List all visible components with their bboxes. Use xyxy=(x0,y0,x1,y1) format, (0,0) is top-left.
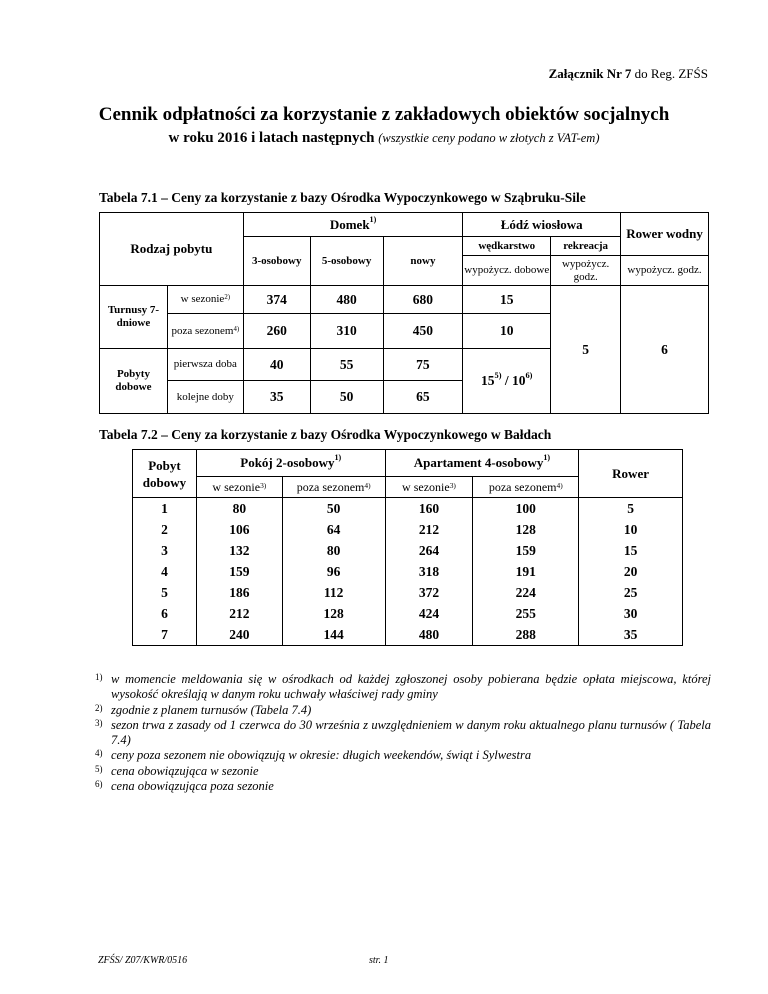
cell: 15 xyxy=(463,286,551,314)
day-number: 2 xyxy=(133,519,197,540)
wedkarstwo-daily-price: 15$^{5)}$ / 10$^{6)}$ xyxy=(463,349,551,414)
header-w-sezonie: w sezonie$^{3)}$ xyxy=(196,477,282,498)
cell: 260 xyxy=(243,314,310,349)
footnote: 1) w momencie meldowania się w ośrodkach od każdej zgłoszonej osoby pobierana będzie opłata miejscowa, której wysokość określają w danym roku uchwały właściwej rady gminy xyxy=(95,672,711,702)
table2-caption: Tabela 7.2 – Ceny za korzystanie z bazy Ośrodka Wypoczynkowego w Bałdach xyxy=(99,427,552,442)
page-number: str. 1 xyxy=(369,955,389,966)
price-cell: 15 xyxy=(579,540,683,561)
price-cell: 224 xyxy=(473,582,579,603)
header-pokoj: Pokój 2-osobowy$^{1)}$ xyxy=(196,450,385,477)
unit-godz-rower: wypożycz. godz. xyxy=(621,256,709,286)
footnote: 6) cena obowiązująca poza sezonie xyxy=(95,779,274,794)
header-wedkarstwo: wędkarstwo xyxy=(463,237,551,256)
header-rodzaj-pobytu: Rodzaj pobytu xyxy=(100,213,244,286)
cell: 65 xyxy=(383,381,463,414)
header-w-sezonie: w sezonie$^{3)}$ xyxy=(385,477,473,498)
cell: 374 xyxy=(243,286,310,314)
unit-godz: wypożycz. godz. xyxy=(551,256,621,286)
price-cell: 112 xyxy=(282,582,385,603)
price-cell: 186 xyxy=(196,582,282,603)
cell: 75 xyxy=(383,349,463,381)
price-cell: 160 xyxy=(385,498,473,520)
price-cell: 255 xyxy=(473,603,579,624)
price-cell: 80 xyxy=(196,498,282,520)
price-cell: 128 xyxy=(473,519,579,540)
day-number: 1 xyxy=(133,498,197,520)
header-pobyt-dobowy: Pobyt dobowy xyxy=(133,450,197,498)
price-cell: 96 xyxy=(282,561,385,582)
footnote: 4) ceny poza sezonem nie obowiązują w okresie: długich weekendów, świąt i Sylwestra xyxy=(95,748,532,763)
label-w-sezonie: w sezonie$^{2)}$ xyxy=(167,286,243,314)
header-rower-wodny: Rower wodny xyxy=(621,213,709,256)
day-number: 7 xyxy=(133,624,197,646)
price-cell: 5 xyxy=(579,498,683,520)
table-row xyxy=(133,582,683,603)
cell: 480 xyxy=(310,286,383,314)
price-cell: 240 xyxy=(196,624,282,646)
price-cell: 144 xyxy=(282,624,385,646)
footnotes xyxy=(95,672,711,794)
price-cell: 372 xyxy=(385,582,473,603)
cell: 10 xyxy=(463,314,551,349)
label-kolejne-doby: kolejne doby xyxy=(167,381,243,414)
header-rekreacja: rekreacja xyxy=(551,237,621,256)
cell: 40 xyxy=(243,349,310,381)
day-number: 5 xyxy=(133,582,197,603)
cell: 50 xyxy=(310,381,383,414)
table1-caption: Tabela 7.1 – Ceny za korzystanie z bazy Ośrodka Wypoczynkowego w Sząbruku-Sile xyxy=(99,190,586,205)
table-row xyxy=(133,624,683,646)
table-row xyxy=(133,561,683,582)
price-cell: 30 xyxy=(579,603,683,624)
header-5os: 5-osobowy xyxy=(310,237,383,286)
price-cell: 191 xyxy=(473,561,579,582)
rower-wodny-price: 6 xyxy=(621,286,709,414)
table-row xyxy=(133,519,683,540)
cell: 55 xyxy=(310,349,383,381)
price-cell: 424 xyxy=(385,603,473,624)
price-cell: 288 xyxy=(473,624,579,646)
day-number: 4 xyxy=(133,561,197,582)
table-row xyxy=(133,540,683,561)
price-cell: 132 xyxy=(196,540,282,561)
rekreacja-price: 5 xyxy=(551,286,621,414)
cell: 450 xyxy=(383,314,463,349)
day-number: 3 xyxy=(133,540,197,561)
cell: 680 xyxy=(383,286,463,314)
header-rower: Rower xyxy=(579,450,683,498)
price-cell: 212 xyxy=(385,519,473,540)
table1 xyxy=(99,212,709,414)
header-domek: Domek$^{1)}$ xyxy=(243,213,463,237)
page-subtitle: w roku 2016 i latach następnych (wszystkie ceny podano w złotych z VAT-em) xyxy=(168,130,600,146)
price-cell: 128 xyxy=(282,603,385,624)
table-row xyxy=(133,603,683,624)
header-3os: 3-osobowy xyxy=(243,237,310,286)
page-title: Cennik odpłatności za korzystanie z zakładowych obiektów socjalnych xyxy=(98,104,670,125)
price-cell: 106 xyxy=(196,519,282,540)
price-cell: 20 xyxy=(579,561,683,582)
price-cell: 264 xyxy=(385,540,473,561)
price-cell: 159 xyxy=(473,540,579,561)
header-poza-sezonem: poza sezonem$^{4)}$ xyxy=(473,477,579,498)
price-cell: 212 xyxy=(196,603,282,624)
price-cell: 35 xyxy=(579,624,683,646)
price-cell: 159 xyxy=(196,561,282,582)
unit-dobowe: wypożycz. dobowe xyxy=(463,256,551,286)
price-cell: 100 xyxy=(473,498,579,520)
price-cell: 318 xyxy=(385,561,473,582)
group-pobyty: Pobyty dobowe xyxy=(100,349,168,414)
price-cell: 64 xyxy=(282,519,385,540)
header-lodz: Łódź wiosłowa xyxy=(463,213,621,237)
footnote: 5) cena obowiązująca w sezonie xyxy=(95,763,259,778)
day-number: 6 xyxy=(133,603,197,624)
price-cell: 10 xyxy=(579,519,683,540)
price-cell: 50 xyxy=(282,498,385,520)
table2 xyxy=(132,449,683,646)
label-poza-sezonem: poza sezonem$^{4)}$ xyxy=(167,314,243,349)
price-cell: 480 xyxy=(385,624,473,646)
footnote: 2) zgodnie z planem turnusów (Tabela 7.4) xyxy=(95,702,312,717)
group-turnusy: Turnusy 7-dniowe xyxy=(100,286,168,349)
cell: 35 xyxy=(243,381,310,414)
footnote: 3) sezon trwa z zasady od 1 czerwca do 30 września z uwzględnieniem w danym roku aktualnego planu turnusów ( Tabela 7.4) xyxy=(95,717,711,748)
price-cell: 80 xyxy=(282,540,385,561)
header-poza-sezonem: poza sezonem$^{4)}$ xyxy=(282,477,385,498)
document-code: ZFŚS/ Z07/KWR/0516 xyxy=(98,955,188,966)
price-cell: 25 xyxy=(579,582,683,603)
label-pierwsza-doba: pierwsza doba xyxy=(167,349,243,381)
cell: 310 xyxy=(310,314,383,349)
header-apartament: Apartament 4-osobowy$^{1)}$ xyxy=(385,450,579,477)
table-row xyxy=(133,498,683,520)
header-nowy: nowy xyxy=(383,237,463,286)
annex-label: Załącznik Nr 7 do Reg. ZFŚS xyxy=(548,66,708,81)
